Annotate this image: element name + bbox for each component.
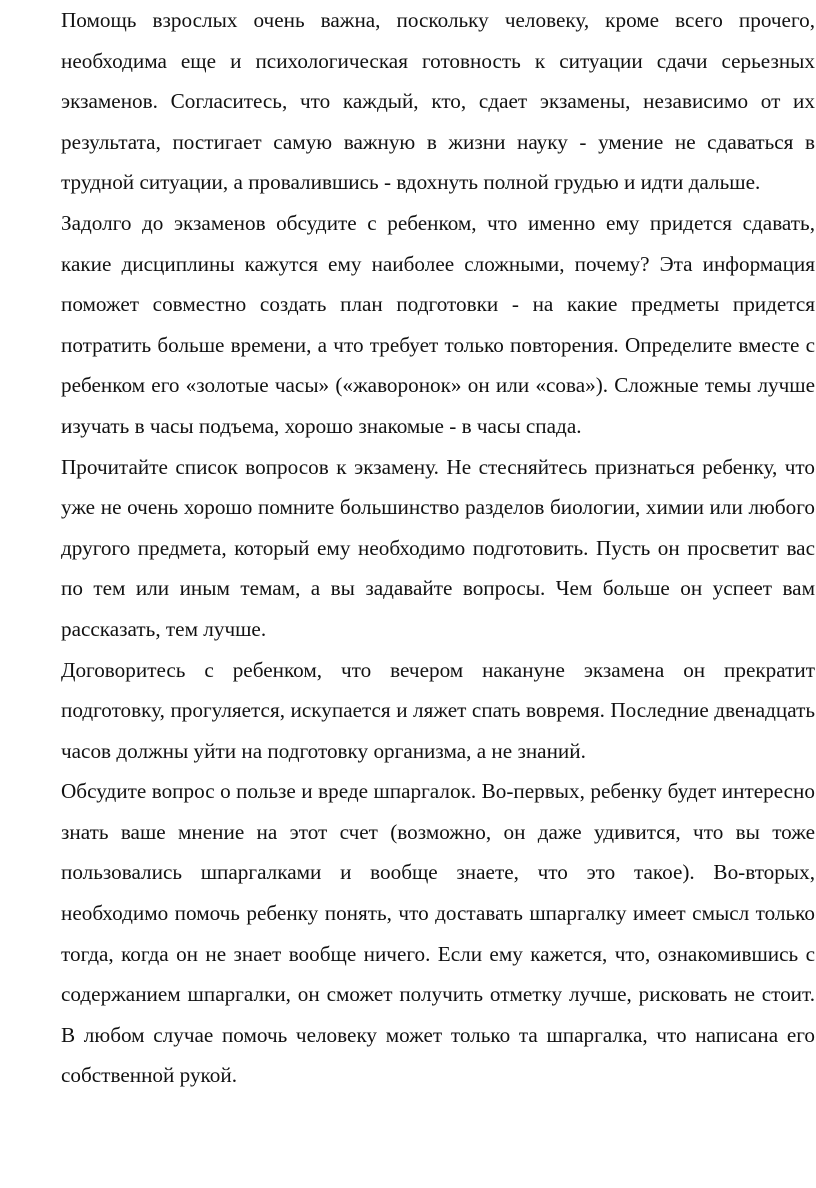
document-page [61,0,815,1096]
paragraph-evening-before: Договоритесь с ребенком, что вечером накануне экзамена он прекратит подготовку, прогуляется, искупается и ляжет спать вовремя. Последние двенадцать часов должны уйти на подготовку организма, а не знаний. [61,657,815,763]
paragraph-cheat-sheets: Обсудите вопрос о пользе и вреде шпаргалок. Во-первых, ребенку будет интересно знать ваше мнение на этот счет (возможно, он даже удивится, что вы тоже пользовались шпаргалками и вообще знаете, что это такое). Во-вторых, необходимо помочь ребенку понять, что доставать шпаргалку имеет смысл только тогда, когда он не знает вообще ничего. Если ему кажется, что, ознакомившись с содержанием шпаргалки, он сможет получить отметку лучше, рисковать не стоит. В любом случае помочь человеку может только та шпаргалка, что написана его собственной рукой. [61,779,815,1088]
paragraph-adult-help: Помощь взрослых очень важна, поскольку человеку, кроме всего прочего, необходима еще и психологическая готовность к ситуации сдачи серьезных экзаменов. Согласитесь, что каждый, кто, сдает экзамены, независимо от их результата, постигает самую важную в жизни науку - умение не сдаваться в трудной ситуации, а провалившись - вдохнуть полной грудью и идти дальше. [61,8,815,195]
paragraph-question-list: Прочитайте список вопросов к экзамену. Не стесняйтесь признаться ребенку, что уже не очень хорошо помните большинство разделов биологии, химии или любого другого предмета, который ему необходимо подготовить. Пусть он просветит вас по тем или иным темам, а вы задавайте вопросы. Чем больше он успеет вам рассказать, тем лучше. [61,454,815,641]
paragraph-exam-planning: Задолго до экзаменов обсудите с ребенком, что именно ему придется сдавать, какие дисциплины кажутся ему наиболее сложными, почему? Эта информация поможет совместно создать план подготовки - на какие предметы придется потратить больше времени, а что требует только повторения. Определите вместе с ребенком его «золотые часы» («жаворонок» он или «сова»). Сложные темы лучше изучать в часы подъема, хорошо знакомые - в часы спада. [61,210,815,438]
